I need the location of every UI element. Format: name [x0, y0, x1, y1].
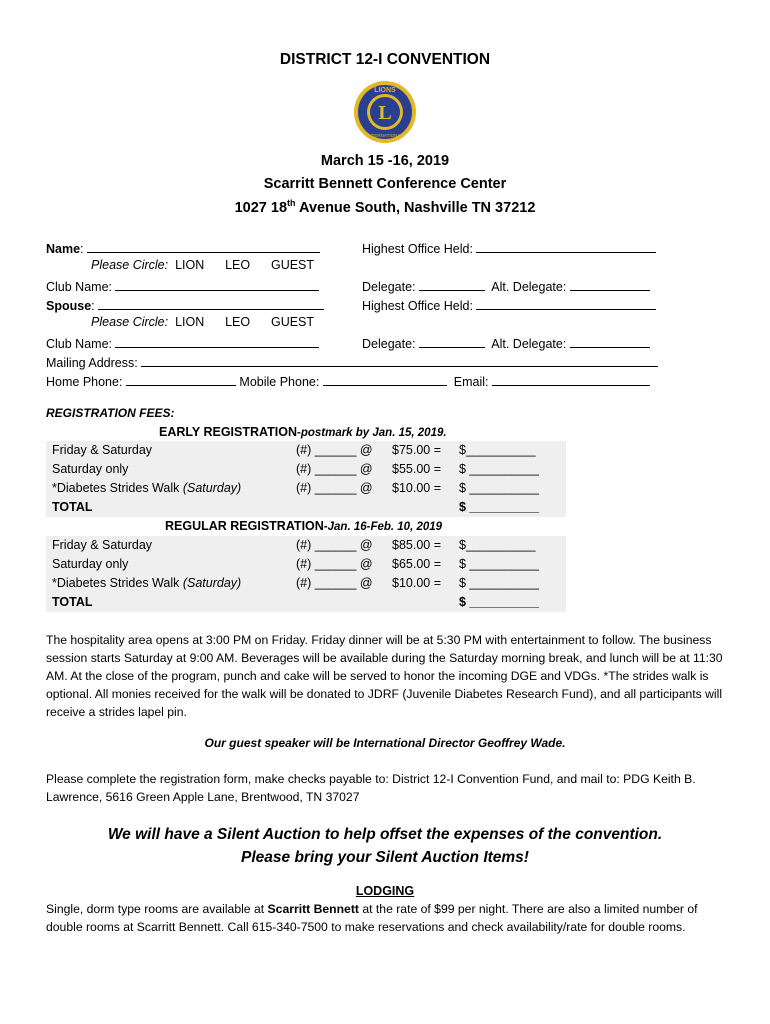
- lions-logo-icon: [350, 79, 420, 145]
- page-title: DISTRICT 12-I CONVENTION: [279, 51, 491, 68]
- fee-price: $65.00 =: [392, 557, 442, 571]
- early-registration-heading: EARLY REGISTRATION-postmark by Jan. 15, 2019.: [159, 425, 447, 439]
- regular-registration-heading: REGULAR REGISTRATION-Jan. 16-Feb. 10, 2019: [165, 519, 443, 533]
- fee-quantity-field[interactable]: (#) ______ @: [296, 576, 373, 590]
- fee-quantity-field[interactable]: (#) ______ @: [296, 481, 373, 495]
- fee-item-label: Friday & Saturday: [52, 443, 153, 457]
- fee-quantity-field[interactable]: (#) ______ @: [296, 557, 373, 571]
- club-name-field-1[interactable]: Club Name:: [46, 277, 319, 294]
- silent-auction-line-1: We will have a Silent Auction to help offset the expenses of the convention.: [107, 826, 663, 843]
- hospitality-paragraph: The hospitality area opens at 3:00 PM on Friday. Friday dinner will be at 5:30 PM with entertainment to follow. The business session starts Saturday at 9:00 AM. Beverages will be available during the Saturday morning break, and lunch will be at 11:30 AM. At the close of the program, punch and cake will be served to honor the incoming DGE and VDGs. *The strides walk is optional. All monies received for the walk will be donated to JDRF (Juvenile Diabetes Research Fund), and all participants will receive a strides lapel pin.: [46, 633, 723, 719]
- guest-speaker-note: Our guest speaker will be International Director Geoffrey Wade.: [204, 736, 566, 750]
- early-total-field[interactable]: $ __________: [459, 500, 539, 514]
- fee-item-label: Friday & Saturday: [52, 538, 153, 552]
- regular-total-field[interactable]: $ __________: [459, 595, 539, 609]
- highest-office-field-2[interactable]: Highest Office Held:: [362, 296, 656, 313]
- fee-total-field[interactable]: $__________: [459, 538, 536, 552]
- event-venue: Scarritt Bennett Conference Center: [263, 176, 507, 192]
- fee-price: $85.00 =: [392, 538, 442, 552]
- svg-text:LIONS: LIONS: [374, 87, 396, 94]
- event-date: March 15 -16, 2019: [320, 153, 450, 169]
- registration-fees-heading: REGISTRATION FEES:: [46, 406, 175, 420]
- name-field[interactable]: Name:: [46, 239, 320, 256]
- lions-logo: [350, 79, 420, 145]
- member-type-circle-1[interactable]: Please Circle: LION LEO GUEST: [91, 258, 315, 272]
- fee-item-label: *Diabetes Strides Walk (Saturday): [52, 481, 242, 495]
- fee-total-field[interactable]: $__________: [459, 443, 536, 457]
- silent-auction-line-2: Please bring your Silent Auction Items!: [241, 849, 529, 866]
- fee-price: $55.00 =: [392, 462, 442, 476]
- fee-quantity-field[interactable]: (#) ______ @: [296, 443, 373, 457]
- early-total-label: TOTAL: [52, 500, 93, 514]
- fee-item-label: *Diabetes Strides Walk (Saturday): [52, 576, 242, 590]
- fee-quantity-field[interactable]: (#) ______ @: [296, 462, 373, 476]
- fee-item-label: Saturday only: [52, 557, 129, 571]
- delegate-field-2[interactable]: Delegate: Alt. Delegate:: [362, 334, 650, 351]
- lodging-paragraph: Single, dorm type rooms are available at Scarritt Bennett at the rate of $99 per night. There are also a limited number of double rooms at Scarritt Bennett. Call 615-340-7500 to make reservations and check availability/rate for double rooms.: [46, 902, 698, 934]
- phone-email-row[interactable]: Home Phone: Mobile Phone: Email:: [46, 372, 650, 389]
- regular-total-label: TOTAL: [52, 595, 93, 609]
- highest-office-field-1[interactable]: Highest Office Held:: [362, 239, 656, 256]
- lodging-heading: LODGING: [355, 884, 415, 898]
- fee-total-field[interactable]: $ __________: [459, 462, 539, 476]
- fee-price: $10.00 =: [392, 481, 442, 495]
- spouse-field[interactable]: Spouse:: [46, 296, 324, 313]
- fee-total-field[interactable]: $ __________: [459, 576, 539, 590]
- fee-price: $10.00 =: [392, 576, 442, 590]
- member-type-circle-2[interactable]: Please Circle: LION LEO GUEST: [91, 315, 315, 329]
- fee-item-label: Saturday only: [52, 462, 129, 476]
- event-address: 1027 18th Avenue South, Nashville TN 37212: [234, 198, 536, 216]
- fee-quantity-field[interactable]: (#) ______ @: [296, 538, 373, 552]
- svg-text:INTERNATIONAL: INTERNATIONAL: [367, 133, 403, 138]
- svg-text:L: L: [378, 102, 392, 124]
- fee-total-field[interactable]: $ __________: [459, 557, 539, 571]
- mailing-address-field[interactable]: Mailing Address:: [46, 353, 658, 370]
- fee-total-field[interactable]: $ __________: [459, 481, 539, 495]
- instructions-paragraph: Please complete the registration form, make checks payable to: District 12-I Convention Fund, and mail to: PDG Keith B. Lawrence, 5616 Green Apple Lane, Brentwood, TN 37027: [46, 772, 696, 804]
- delegate-field-1[interactable]: Delegate: Alt. Delegate:: [362, 277, 650, 294]
- fee-price: $75.00 =: [392, 443, 442, 457]
- club-name-field-2[interactable]: Club Name:: [46, 334, 319, 351]
